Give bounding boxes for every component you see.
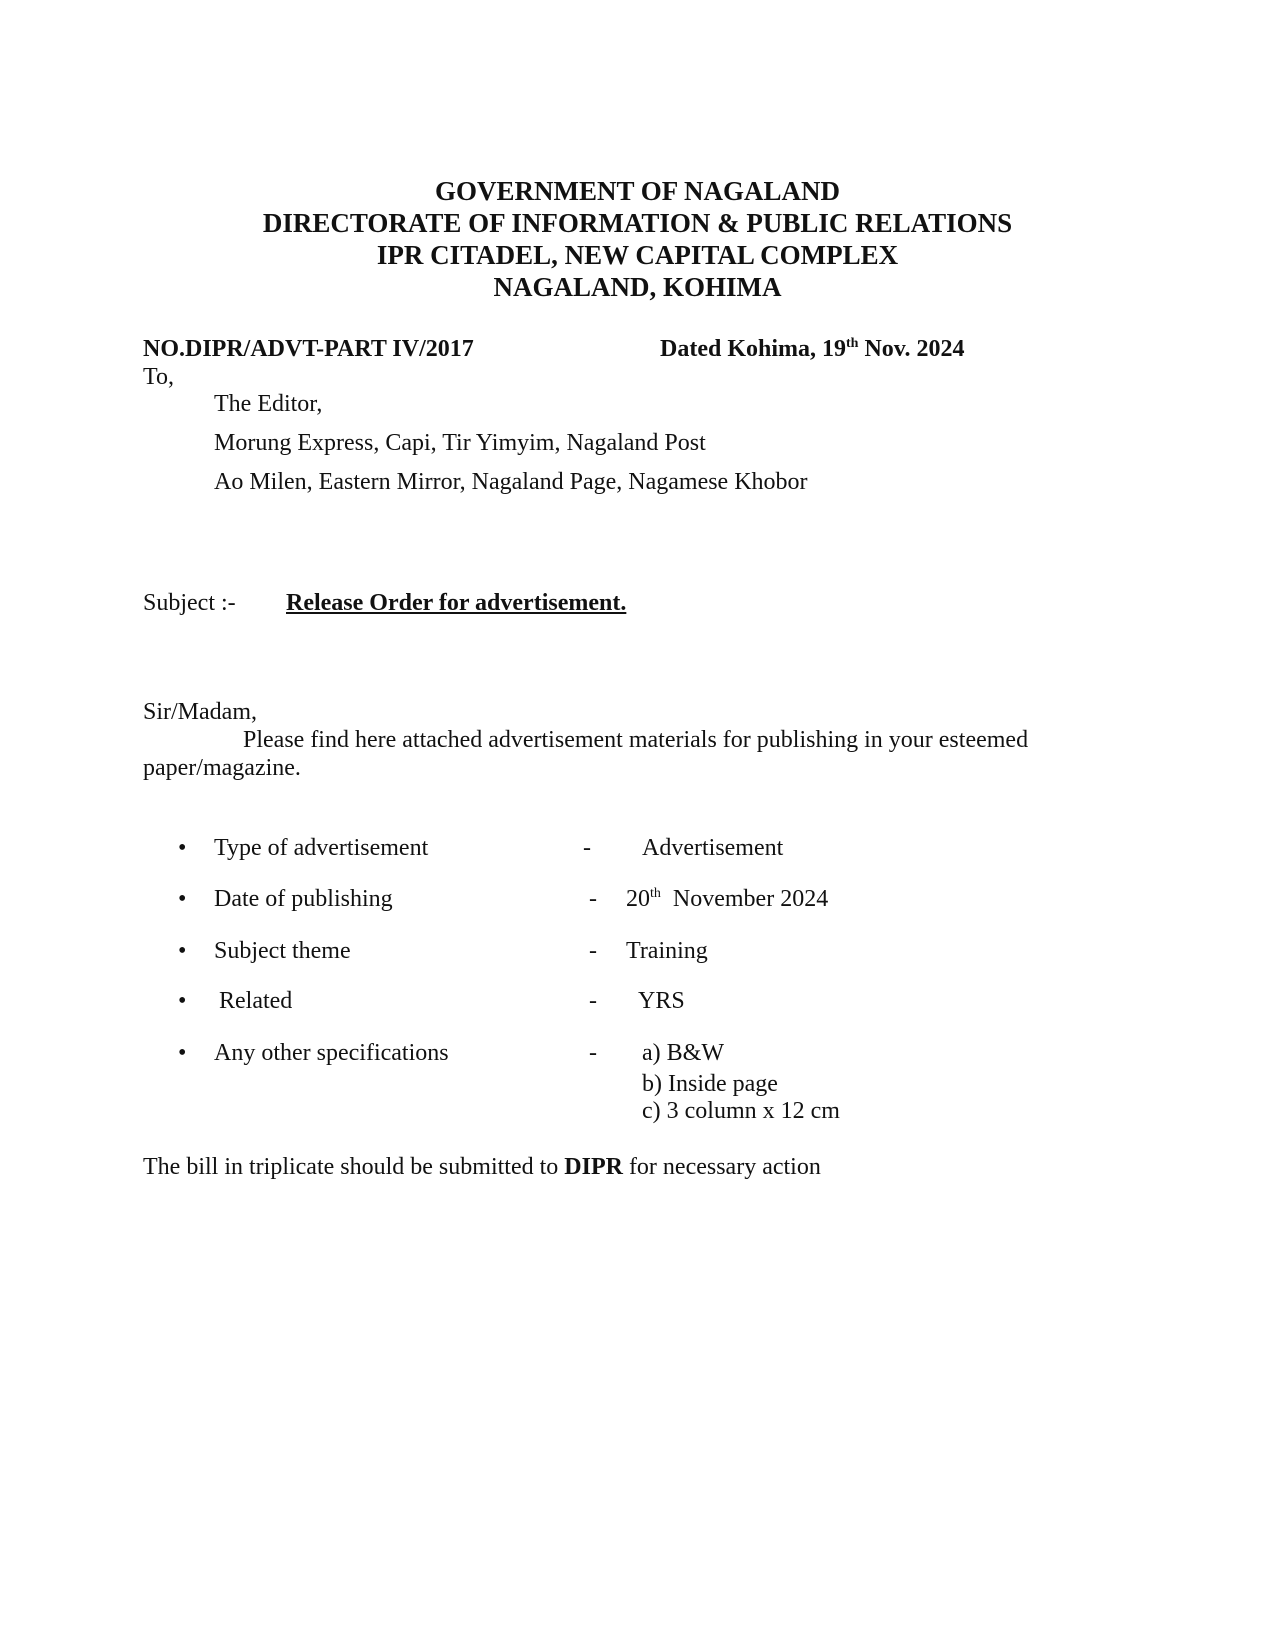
spec-dash: -: [583, 835, 591, 861]
footer-note-suffix: for necessary action: [622, 1154, 821, 1180]
header-line-1: GOVERNMENT OF NAGALAND: [434, 176, 840, 206]
header-line-2: DIRECTORATE OF INFORMATION & PUBLIC RELATIONS: [262, 208, 1013, 238]
spec-dash: -: [589, 938, 597, 964]
body-paragraph-line-2: paper/magazine.: [143, 755, 301, 781]
spec-bullet-icon: •: [178, 1040, 187, 1066]
spec-label-date: Date of publishing: [214, 886, 393, 912]
footer-note-prefix: The bill in triplicate should be submitted to: [143, 1154, 565, 1180]
spec-dash: -: [589, 886, 597, 912]
date-suffix: Nov. 2024: [858, 336, 965, 362]
body-paragraph-line-1: Please find here attached advertisement materials for publishing in your esteemed: [243, 727, 1029, 753]
recipient-line-2: Morung Express, Capi, Tir Yimyim, Nagaland Post: [214, 430, 706, 456]
dated-line: [660, 335, 964, 363]
recipient-to: To,: [143, 364, 174, 390]
spec-dash: -: [589, 988, 597, 1014]
recipient-line-1: The Editor,: [214, 391, 323, 417]
spec-value-type: Advertisement: [642, 835, 784, 861]
spec-value-theme: Training: [626, 938, 708, 964]
spec-bullet-icon: •: [178, 988, 187, 1014]
spec-value-other-b: b) Inside page: [642, 1071, 778, 1097]
spec-label-other: Any other specifications: [214, 1040, 449, 1066]
spec-bullet-icon: •: [178, 938, 187, 964]
spec-bullet-icon: •: [178, 886, 187, 912]
date-superscript: th: [846, 336, 859, 351]
date-prefix: Dated Kohima, 19: [660, 336, 846, 362]
reference-number: NO.DIPR/ADVT-PART IV/2017: [143, 336, 474, 362]
publish-day-superscript: th: [650, 886, 661, 901]
header-line-3: IPR CITADEL, NEW CAPITAL COMPLEX: [376, 240, 899, 270]
salutation: Sir/Madam,: [143, 699, 257, 725]
recipient-line-3: Ao Milen, Eastern Mirror, Nagaland Page, Nagamese Khobor: [214, 469, 808, 495]
spec-value-other-c: c) 3 column x 12 cm: [642, 1098, 840, 1124]
spec-label-related: Related: [219, 988, 293, 1014]
spec-value-related: YRS: [638, 988, 685, 1014]
spec-value-date: [626, 885, 828, 913]
subject-text: Release Order for advertisement.: [286, 590, 627, 616]
spec-label-theme: Subject theme: [214, 938, 351, 964]
spec-label-type: Type of advertisement: [214, 835, 429, 861]
spec-dash: -: [589, 1040, 597, 1066]
spec-value-other-a: a) B&W: [642, 1040, 724, 1066]
spec-bullet-icon: •: [178, 835, 187, 861]
footer-note-dipr: DIPR: [564, 1154, 623, 1180]
publish-day: 20: [626, 886, 650, 912]
subject-label: Subject :-: [143, 590, 236, 616]
header-line-4: NAGALAND, KOHIMA: [493, 272, 782, 302]
publish-month-year: November 2024: [660, 886, 829, 912]
footer-note: [143, 1153, 821, 1181]
